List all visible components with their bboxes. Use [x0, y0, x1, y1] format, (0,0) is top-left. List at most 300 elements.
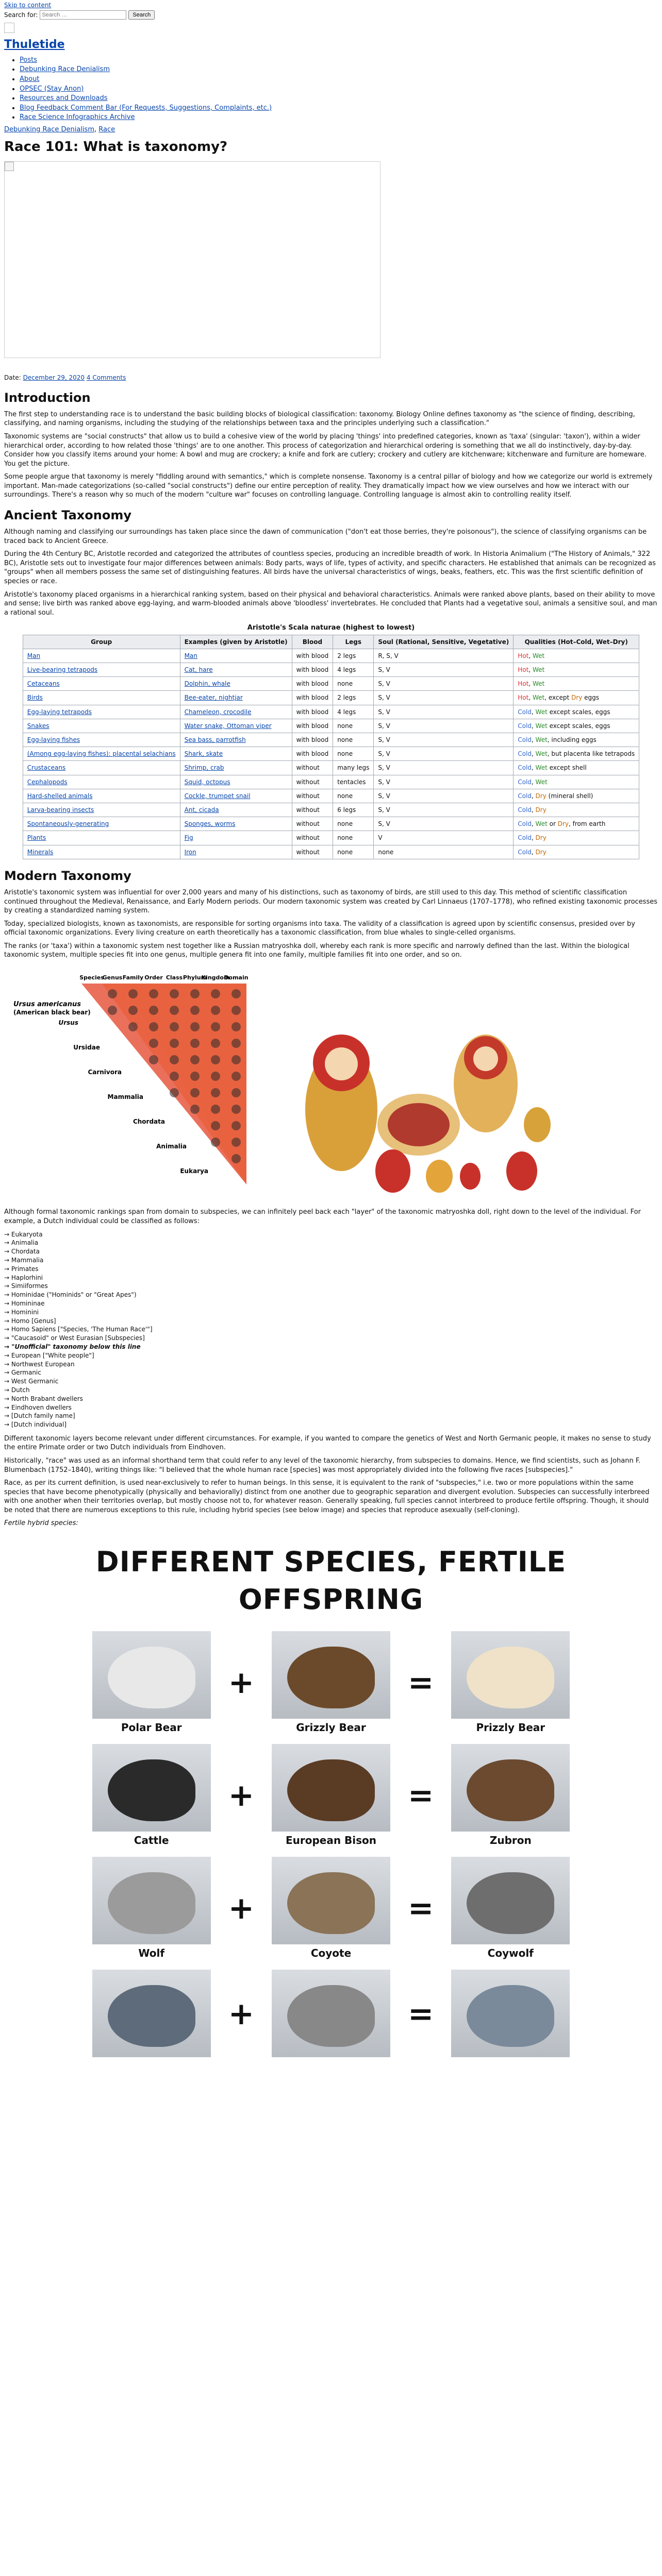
classification-item: → Hominidae ("Hominids" or "Great Apes") [4, 1291, 137, 1299]
animal-label: Cattle [134, 1834, 169, 1846]
classification-item: → Eukaryota [4, 1230, 43, 1238]
table-row [23, 649, 639, 663]
hybrid-animal [92, 1631, 211, 1735]
animal-label: European Bison [285, 1834, 377, 1846]
animal-photo [92, 1970, 211, 2057]
hybrid-animal [272, 1744, 390, 1848]
organism-icon [190, 1055, 200, 1064]
rank-label: Mammalia [107, 1093, 143, 1100]
table-cell[interactable]: Hard-shelled animals [23, 789, 180, 803]
table-row [23, 733, 639, 747]
classification-item: → [Dutch individual] [4, 1421, 67, 1429]
pyramid-column-label: Order [144, 974, 163, 981]
table-cell: S, V [374, 761, 514, 775]
organism-icon [211, 1039, 220, 1048]
plus-sign: + [228, 1664, 254, 1701]
table-cell: S, V [374, 817, 514, 831]
table-cell: without [292, 817, 333, 831]
table-cell[interactable]: Shrimp, crab [180, 761, 292, 775]
doll-small [426, 1160, 453, 1193]
animal-photo [272, 1744, 390, 1832]
table-cell: none [333, 831, 374, 845]
table-cell: Hot, Wet [514, 663, 639, 677]
table-cell[interactable]: Cephalopods [23, 775, 180, 789]
table-cell: without [292, 845, 333, 859]
hybrid-row [0, 1631, 662, 1735]
organism-icon [211, 1121, 220, 1130]
animal-photo [451, 1744, 570, 1832]
hybrid-animal [451, 1857, 570, 1960]
search-label: Search for: [4, 11, 38, 19]
animal-label: Coyote [310, 1946, 352, 1959]
table-header-cell: Blood [292, 635, 333, 649]
nav-item-infographics[interactable]: Race Science Infographics Archive [20, 113, 135, 122]
modern-paragraph: The ranks (or 'taxa') within a taxonomic system nest together like a Russian matryoshka doll, whereby each rank is more specific and narrowly defined than the last. Within the biological taxonomic system, multiple species fit into one genus, multiple genera fit into one family, multiple families fit into one order, and so on. [4, 942, 630, 959]
classification-item: → Eindhoven dwellers [4, 1403, 72, 1411]
table-cell: Cold, Dry (mineral shell) [514, 789, 639, 803]
organism-icon [149, 1055, 158, 1064]
table-cell: none [333, 677, 374, 691]
organism-icon [190, 1022, 200, 1031]
modern-paragraph: Historically, "race" was used as an informal shorthand term that could refer to any level of the taxonomic hierarchy, from subspecies to domains. Hence, we find scientists, such as Johann F. Blumenbach (1752–1840), writing things like: "I believed that the whole human race [species] was most appropriately divided into the following five races [subspecies]." [4, 1456, 641, 1474]
table-cell: without [292, 831, 333, 845]
post-categories: Debunking Race Denialism, Race [4, 125, 115, 133]
table-cell[interactable]: Bee-eater, nightjar [180, 691, 292, 705]
table-cell: tentacles [333, 775, 374, 789]
classification-item: → Germanic [4, 1369, 41, 1377]
table-cell: S, V [374, 719, 514, 733]
table-cell: with blood [292, 663, 333, 677]
table-cell: Cold, Dry [514, 803, 639, 817]
rank-label: Eukarya [180, 1167, 208, 1175]
table-cell: V [374, 831, 514, 845]
category-link-race[interactable]: Race [98, 125, 115, 133]
animal-label: Coywolf [487, 1946, 534, 1959]
organism-icon [211, 1022, 220, 1031]
table-cell: none [333, 747, 374, 761]
animal-label: Grizzly Bear [296, 1721, 366, 1734]
classification-item: → Homo [Genus] [4, 1317, 56, 1325]
table-cell: R, S, V [374, 649, 514, 663]
table-cell: S, V [374, 705, 514, 719]
pyramid-column-label: Family [122, 974, 144, 981]
organism-icon [170, 1055, 179, 1064]
organism-icon [108, 989, 117, 998]
classification-item: → [Dutch family name] [4, 1412, 75, 1420]
table-header-cell: Examples (given by Aristotle) [180, 635, 292, 649]
organism-icon [108, 1006, 117, 1015]
hybrid-animal [92, 1970, 211, 2059]
table-cell[interactable]: Sponges, worms [180, 817, 292, 831]
classification-item: → Haplorhini [4, 1274, 43, 1281]
table-cell: with blood [292, 733, 333, 747]
rank-label: Chordata [133, 1117, 165, 1125]
hybrid-animal [451, 1744, 570, 1848]
table-cell: S, V [374, 747, 514, 761]
table-cell: 2 legs [333, 691, 374, 705]
date-label: Date: [4, 374, 21, 382]
table-cell: Cold, Wet except scales, eggs [514, 705, 639, 719]
doll-small [460, 1163, 481, 1190]
table-row [23, 719, 639, 733]
table-cell: none [333, 733, 374, 747]
table-cell[interactable]: Cat, hare [180, 663, 292, 677]
nav-item-about[interactable]: About [20, 75, 40, 83]
table-cell: S, V [374, 775, 514, 789]
nav-item-posts[interactable]: Posts [20, 56, 37, 64]
rank-label: Animalia [156, 1142, 187, 1150]
hybrid-animal [272, 1857, 390, 1960]
table-cell: S, V [374, 803, 514, 817]
table-cell: none [374, 845, 514, 859]
table-cell[interactable]: Chameleon, crocodile [180, 705, 292, 719]
table-cell: S, V [374, 789, 514, 803]
pyramid-band [81, 984, 246, 1184]
nav-item-resources[interactable]: Resources and Downloads [20, 94, 108, 103]
table-cell: Cold, Wet except shell [514, 761, 639, 775]
post-title: Race 101: What is taxonomy? [4, 139, 228, 155]
table-header-cell: Soul (Rational, Sensitive, Vegetative) [374, 635, 514, 649]
animal-photo [451, 1970, 570, 2057]
organism-icon [231, 1039, 241, 1048]
organism-icon [128, 1022, 138, 1031]
hybrid-row [0, 1857, 662, 1960]
pyramid-column-label: Domain [224, 974, 249, 981]
table-cell: Cold, Dry [514, 831, 639, 845]
table-caption: Aristotle's Scala naturae (highest to lowest) [247, 624, 415, 632]
pyramid-column-label: Species [79, 974, 104, 981]
organism-icon [170, 989, 179, 998]
hybrid-species-infographic [0, 1544, 662, 2059]
animal-label: Wolf [138, 1946, 165, 1959]
hybrid-animal [92, 1744, 211, 1848]
table-cell[interactable]: Squid, octopus [180, 775, 292, 789]
table-cell[interactable]: (Among egg-laying fishes): placental selachians [23, 747, 180, 761]
table-cell: Hot, Wet [514, 677, 639, 691]
table-cell: Hot, Wet [514, 649, 639, 663]
doll-face [473, 1046, 498, 1071]
organism-icon [211, 1138, 220, 1147]
animal-label: Polar Bear [121, 1721, 182, 1734]
broken-image-icon [5, 162, 14, 171]
search-form [4, 10, 658, 20]
table-cell: with blood [292, 747, 333, 761]
table-cell[interactable]: Snakes [23, 719, 180, 733]
table-row [23, 705, 639, 719]
search-input[interactable] [40, 10, 126, 20]
classification-item: → Hominini [4, 1308, 39, 1316]
pyramid-column-label: Phylum [183, 974, 207, 981]
table-cell: without [292, 761, 333, 775]
hybrid-animal [272, 1970, 390, 2059]
organism-icon [231, 1022, 241, 1031]
matryoshka-dolls-image [295, 1006, 563, 1197]
table-header-cell: Qualities (Hot–Cold, Wet–Dry) [514, 635, 639, 649]
organism-icon [231, 989, 241, 998]
site-logo-image[interactable] [4, 23, 14, 33]
classification-item: → Dutch [4, 1386, 30, 1394]
table-cell: Cold, Wet, but placenta like tetrapods [514, 747, 639, 761]
table-cell: with blood [292, 677, 333, 691]
nav-item-debunking[interactable]: Debunking Race Denialism [20, 65, 110, 74]
table-row [23, 831, 639, 845]
table-cell: many legs [333, 761, 374, 775]
animal-photo [272, 1970, 390, 2057]
classification-item: → Animalia [4, 1239, 39, 1247]
table-cell[interactable]: Birds [23, 691, 180, 705]
table-row [23, 817, 639, 831]
organism-icon [190, 1039, 200, 1048]
plus-sign: + [228, 1777, 254, 1814]
category-link-debunking[interactable]: Debunking Race Denialism [4, 125, 94, 133]
equals-sign: = [408, 1664, 434, 1701]
table-cell: 2 legs [333, 649, 374, 663]
table-row [23, 691, 639, 705]
classification-item: → Chordata [4, 1248, 40, 1256]
doll-small [506, 1151, 537, 1191]
animal-photo [451, 1631, 570, 1719]
equals-sign: = [408, 1890, 434, 1926]
table-cell[interactable]: Egg-laying fishes [23, 733, 180, 747]
table-row [23, 803, 639, 817]
table-row [23, 761, 639, 775]
table-cell[interactable]: Fig [180, 831, 292, 845]
main-navigation [4, 56, 658, 122]
table-cell[interactable]: Live-bearing tetrapods [23, 663, 180, 677]
rank-label: Ursidae [73, 1043, 100, 1051]
table-cell: without [292, 789, 333, 803]
classification-item: → "Unofficial" taxonomy below this line [4, 1343, 141, 1350]
organism-icon [190, 1072, 200, 1081]
classification-item: → Primates [4, 1265, 39, 1273]
table-cell: 4 legs [333, 705, 374, 719]
table-cell: with blood [292, 705, 333, 719]
taxonomy-pyramid-diagram [9, 968, 277, 1195]
table-cell: S, V [374, 691, 514, 705]
table-cell[interactable]: Water snake, Ottoman viper [180, 719, 292, 733]
table-cell: Cold, Wet, including eggs [514, 733, 639, 747]
intro-heading: Introduction [4, 390, 91, 405]
table-row [23, 845, 639, 859]
table-cell: Cold, Dry [514, 845, 639, 859]
skip-link[interactable]: Skip to content [4, 2, 52, 9]
organism-icon [128, 1006, 138, 1015]
organism-icon [211, 1072, 220, 1081]
table-cell: S, V [374, 733, 514, 747]
table-cell[interactable]: Larva-bearing insects [23, 803, 180, 817]
organism-icon [149, 1006, 158, 1015]
ancient-paragraph: Although naming and classifying our surroundings has taken place since the dawn of communication ("don't eat those berries, they're poisonous"), the science of classifying organisms can be traced back to Ancient Greece. [4, 528, 647, 545]
post-date-link[interactable]: December 29, 2020 [23, 374, 85, 382]
table-cell[interactable]: Cockle, trumpet snail [180, 789, 292, 803]
classification-item: → Northwest European [4, 1360, 75, 1368]
table-cell: none [333, 719, 374, 733]
table-header-cell: Legs [333, 635, 374, 649]
organism-icon [211, 1006, 220, 1015]
table-cell: Cold, Wet [514, 775, 639, 789]
table-cell: with blood [292, 719, 333, 733]
table-cell: 6 legs [333, 803, 374, 817]
table-cell: 4 legs [333, 663, 374, 677]
animal-photo [451, 1857, 570, 1944]
table-cell[interactable]: Spontaneously-generating [23, 817, 180, 831]
pyramid-column-label: Class [166, 974, 183, 981]
classification-item: → Homo Sapiens ["Species, 'The Human Race'"] [4, 1326, 153, 1333]
equals-sign: = [408, 1996, 434, 2032]
table-cell[interactable]: Shark, skate [180, 747, 292, 761]
classification-item: → European ["White people"] [4, 1351, 94, 1359]
organism-icon [190, 989, 200, 998]
modern-paragraph: Today, specialized biologists, known as taxonomists, are responsible for sorting organisms into taxa. The validity of a classification is agreed upon by scientific consensus, presided over by official taxonomic organizations. Every living creature on earth theoretically has a taxonomic classification, from blue whales to single-celled organisms. [4, 920, 635, 937]
table-cell[interactable]: Man [23, 649, 180, 663]
animal-label: Prizzly Bear [476, 1721, 545, 1734]
classification-item: → West Germanic [4, 1378, 59, 1385]
classification-item: → Homininae [4, 1299, 45, 1307]
table-cell: Cold, Wet except scales, eggs [514, 719, 639, 733]
site-title[interactable]: Thuletide [4, 38, 65, 52]
hybrid-row [0, 1744, 662, 1848]
table-cell: none [333, 789, 374, 803]
classification-item: → Mammalia [4, 1256, 44, 1264]
rank-label: Ursus [58, 1019, 78, 1026]
organism-icon [231, 1121, 241, 1130]
table-cell: Hot, Wet, except Dry eggs [514, 691, 639, 705]
organism-icon [211, 1105, 220, 1114]
table-cell[interactable]: Iron [180, 845, 292, 859]
animal-photo [92, 1857, 211, 1944]
nav-item-opsec[interactable]: OPSEC (Stay Anon) [20, 84, 84, 93]
table-cell: with blood [292, 691, 333, 705]
classification-item: → "Caucasoid" or West Eurasian [Subspecies] [4, 1334, 145, 1342]
organism-icon [170, 1006, 179, 1015]
table-cell[interactable]: Dolphin, whale [180, 677, 292, 691]
table-cell[interactable]: Sea bass, parrotfish [180, 733, 292, 747]
classification-list [4, 1230, 658, 1429]
modern-paragraph: Different taxonomic layers become relevant under different circumstances. For example, if you wanted to compare the genetics of West and North Germanic people, it makes no sense to study the entire Primate order or two Dutch individuals from Eindhoven. [4, 1434, 651, 1452]
animal-photo [92, 1631, 211, 1719]
table-cell[interactable]: Crustaceans [23, 761, 180, 775]
organism-icon [231, 1154, 241, 1163]
post-meta [4, 374, 658, 382]
organism-icon [231, 1138, 241, 1147]
species-name: Ursus americanus [13, 1000, 81, 1008]
organism-icon [211, 1088, 220, 1097]
classification-item: → North Brabant dwellers [4, 1395, 83, 1402]
modern-paragraph: Race, as per its current definition, is used near-exclusively to refer to human beings. In this sense, it is equivalent to the rank of "subspecies," i.e. two or more populations within the same species that have become phenotypically (physically and behaviorally) distinct from one another due to geographic separation and divergent evolution. Subspecies can successfully interbreed with one another when their territories overlap, but mostly choose not to, for whatever reason. Generally speaking, full species cannot interbreed to produce fertile offspring. Though, it should be noted that there are numerous exceptions to this rule, including hybrid species (see below image) and species that reproduce asexually (self-cloning). [4, 1479, 650, 1514]
organism-icon [231, 1072, 241, 1081]
modern-paragraph: Aristotle's taxonomic system was influential for over 2,000 years and many of his distinctions, such as taxonomy of birds, are still used to this day. This method of scientific classification continued throughout the Medieval, Renaissance, and Early Modern periods. Our modern taxonomic system was created by Carl Linnaeus (1707–1778), who refined existing taxonomic processes by creating a standardized naming system. [4, 889, 657, 915]
nav-item-feedback[interactable]: Blog Feedback Comment Bar (For Requests, Suggestions, Complaints, etc.) [20, 104, 272, 112]
classification-item: → Simiiformes [4, 1282, 48, 1290]
table-row [23, 789, 639, 803]
table-row [23, 747, 639, 761]
ancient-heading: Ancient Taxonomy [4, 507, 131, 522]
doll-inner [388, 1103, 450, 1146]
animal-label: Zubron [489, 1834, 532, 1846]
hybrid-animal [451, 1970, 570, 2059]
hybrid-animal [451, 1631, 570, 1735]
organism-icon [149, 1039, 158, 1048]
table-cell: without [292, 775, 333, 789]
pyramid-column-label: Kingdom [201, 974, 230, 981]
plus-sign: + [228, 1996, 254, 2032]
doll-small [524, 1107, 551, 1142]
modern-paragraph: Although formal taxonomic rankings span from domain to subspecies, we can infinitely peel back each "layer" of the taxonomic matryoshka doll, right down to the level of the individual. For example, a Dutch individual could be classified as follows: [4, 1208, 641, 1226]
table-cell[interactable]: Man [180, 649, 292, 663]
species-common-name: (American black bear) [13, 1008, 91, 1016]
organism-icon [170, 1072, 179, 1081]
intro-paragraph: The first step to understanding race is to understand the basic building blocks of biological classification: taxonomy. Biology Online defines taxonomy as "the science of finding, describing, classifying, and naming organisms, including the studying of the relationships between taxa and the principles underlying such a classification." [4, 410, 635, 428]
plus-sign: + [228, 1890, 254, 1926]
table-cell: Cold, Wet or Dry, from earth [514, 817, 639, 831]
modern-heading: Modern Taxonomy [4, 868, 131, 883]
table-cell[interactable]: Ant, cicada [180, 803, 292, 817]
scala-naturae-table [23, 621, 639, 859]
infographic-title: DIFFERENT SPECIES, FERTILE OFFSPRING [95, 1545, 567, 1616]
organism-icon [231, 1055, 241, 1064]
fertile-hybrid-label: Fertile hybrid species: [4, 1519, 78, 1528]
ancient-paragraph: During the 4th Century BC, Aristotle recorded and categorized the attributes of countless species, producing an incredible breadth of work. In Historia Animalium ("The History of Animals," 322 BC), Aristotle sets out to investigate four major differences between animals: Body parts, ways of life, types of activity, and specific characters. He established that animals can be recognized as "groups" when all members possess the same set of distinguishing features. All birds have the universal characteristics of wings, beaks, feathers, etc. This was the first scientific definition of species or race. [4, 550, 656, 585]
organism-icon [190, 1006, 200, 1015]
organism-icon [149, 989, 158, 998]
table-row [23, 775, 639, 789]
featured-image [4, 161, 380, 358]
hybrid-row [0, 1970, 662, 2059]
table-cell[interactable]: Minerals [23, 845, 180, 859]
animal-photo [92, 1744, 211, 1832]
table-cell: with blood [292, 649, 333, 663]
organism-icon [190, 1088, 200, 1097]
table-header-cell: Group [23, 635, 180, 649]
ancient-paragraph: Aristotle's taxonomy placed organisms in a hierarchical ranking system, based on their physical and behavioral characteristics. Animals were ranked above plants, based on their ability to move and sense; live birth was ranked above egg-laying, and warm-blooded animals above 'bloodless' invertebrates. He concluded that Plants had a vegetative soul, animals a sensitive soul, and man a rational soul. [4, 590, 657, 617]
table-cell[interactable]: Cetaceans [23, 677, 180, 691]
organism-icon [211, 1055, 220, 1064]
organism-icon [231, 1105, 241, 1114]
organism-icon [231, 1006, 241, 1015]
table-cell[interactable]: Egg-laying tetrapods [23, 705, 180, 719]
intro-paragraph: Some people argue that taxonomy is merely "fiddling around with semantics," which is complete nonsense. Taxonomy is a central pillar of biology and how we categorize our world is extremely important. Man-made categorizations (so-called "social constructs") define our entire perception of reality. They dramatically impact how we view ourselves and how we interact with our surroundings. There's a reason why so much of the modern "culture war" focuses on controlling language. Controlling language is almost akin to controlling reality itself. [4, 473, 653, 499]
table-row [23, 663, 639, 677]
table-cell: S, V [374, 663, 514, 677]
table-cell: S, V [374, 677, 514, 691]
organism-icon [211, 989, 220, 998]
doll-small [375, 1149, 410, 1193]
table-cell: without [292, 803, 333, 817]
organism-icon [170, 1039, 179, 1048]
organism-icon [190, 1105, 200, 1114]
organism-icon [170, 1088, 179, 1097]
table-cell[interactable]: Plants [23, 831, 180, 845]
animal-photo [272, 1857, 390, 1944]
hybrid-animal [92, 1857, 211, 1960]
table-row [23, 677, 639, 691]
doll-face [325, 1047, 358, 1080]
table-cell: none [333, 817, 374, 831]
rank-label: Carnivora [88, 1068, 122, 1076]
comments-link[interactable]: 4 Comments [86, 374, 126, 382]
pyramid-column-label: Genus [102, 974, 123, 981]
organism-icon [170, 1022, 179, 1031]
animal-photo [272, 1631, 390, 1719]
organism-icon [231, 1088, 241, 1097]
organism-icon [149, 1022, 158, 1031]
organism-icon [128, 989, 138, 998]
table-cell: none [333, 845, 374, 859]
intro-paragraph: Taxonomic systems are "social constructs" that allow us to build a cohesive view of the world by placing 'things' into predefined categories, known as 'taxa' (singular: 'taxon'), within a wider hierarchical order, according to how related those 'things' are to one another. This process of categorization and hierarchical ordering is something that we all do instinctively, day-by-day. Consider how you classify items around your home: A bowl and mug are crockery; a knife and fork are cutlery; crockery and cutlery are kitchenware; kitchenware and furniture are homeware. You get the picture. [4, 433, 647, 468]
hybrid-animal [272, 1631, 390, 1735]
equals-sign: = [408, 1777, 434, 1814]
search-button[interactable]: Search [128, 10, 155, 20]
